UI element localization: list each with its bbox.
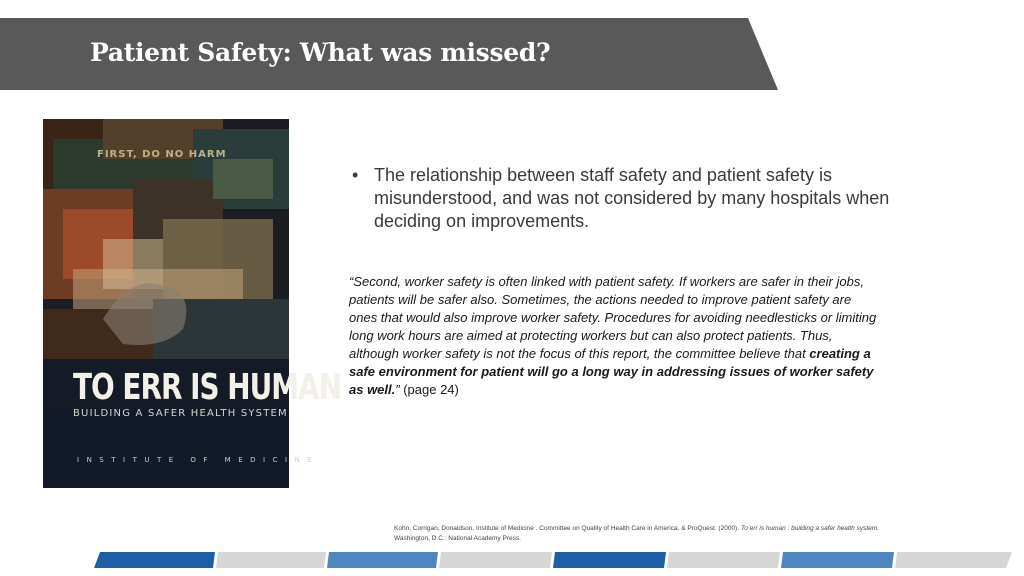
quote-page-ref: (page 24) <box>399 382 459 397</box>
bullet-text: The relationship between staff safety and patient safety is misunderstood, and was not considered by many hospitals when deciding on improvements. <box>374 165 890 231</box>
footer-segment <box>94 552 215 568</box>
bullet-point <box>352 164 914 233</box>
footer-segment <box>895 552 1012 568</box>
footer-stripe <box>0 551 1024 569</box>
quote-bold-text: creating a safe environment for patient will go a long way in addressing issues of worker safety as well. <box>349 346 874 397</box>
slide-title: Patient Safety: What was missed? <box>90 38 551 67</box>
footer-segment <box>216 552 326 568</box>
citation-authors: Kohn, Corrigan, Donaldson, Institute of Medicine . Committee on Quality of Health Care in America, & ProQuest. (2000). <box>394 525 741 532</box>
citation-publisher: Washington, D.C.: National Academy Press. <box>394 535 521 542</box>
cover-title: TO ERR IS HUMAN <box>73 367 341 409</box>
footer-segment <box>439 552 552 568</box>
cover-tagline: FIRST, DO NO HARM <box>97 149 227 160</box>
cover-subtitle: BUILDING A SAFER HEALTH SYSTEM <box>73 408 288 419</box>
quote-italic-text: “Second, worker safety is often linked with patient safety. If workers are safer in their jobs, patients will be safer also. Sometimes, the actions needed to improve patient safety are ones that would also improve worker safety. Procedures for avoiding needlesticks or limiting long work hours are aimed at protecting workers but can also protect patients. Thus, although worker safety is not the focus of this report, the committee believe that <box>349 274 877 361</box>
book-cover <box>43 119 341 488</box>
book-cover-art <box>43 119 289 409</box>
citation <box>394 524 994 544</box>
footer-segment <box>327 552 438 568</box>
bullet-marker: • <box>352 165 359 185</box>
footer-segment <box>553 552 666 568</box>
footer-segment <box>781 552 894 568</box>
cover-publisher: INSTITUTE OF MEDICINE <box>77 456 320 464</box>
citation-title: To err is human : building a safer health system. <box>740 525 879 532</box>
report-quote <box>349 273 879 399</box>
footer-segment <box>667 552 780 568</box>
quote-closing-mark: ” <box>395 382 400 397</box>
